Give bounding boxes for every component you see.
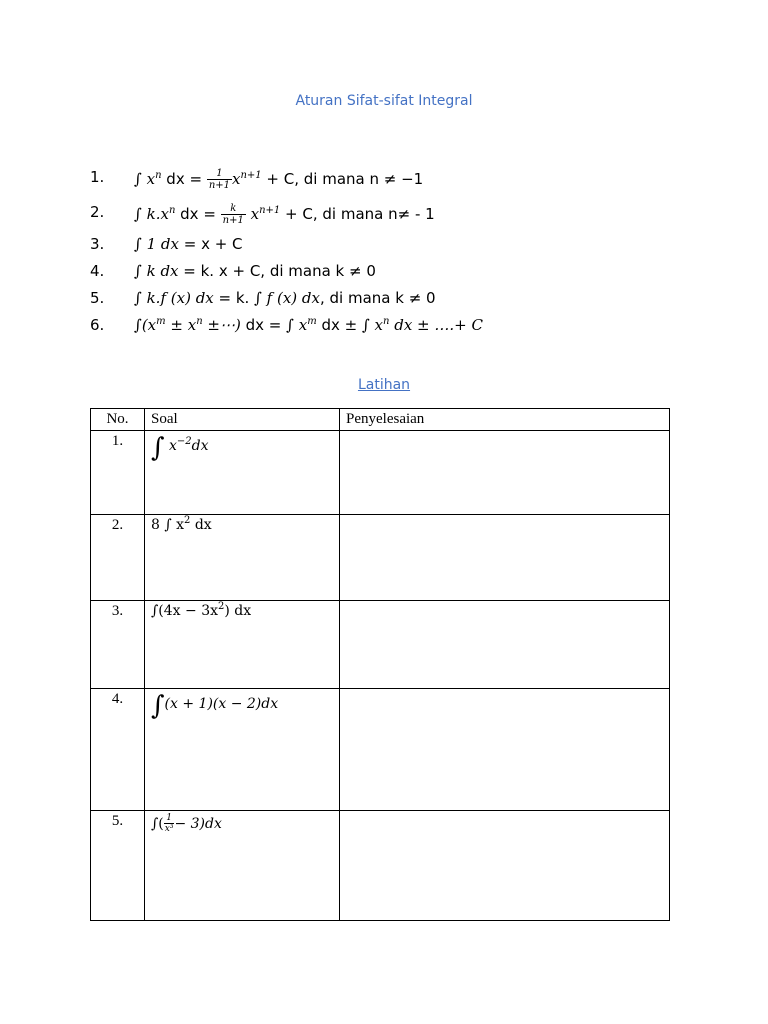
- rule-number: 1.: [90, 168, 105, 186]
- problem-cell: [145, 431, 340, 515]
- exercise-table: [90, 408, 670, 921]
- rule-number: 4.: [90, 262, 105, 280]
- rule-formula: ∫ k.f (x) dx = k. ∫ f (x) dx, di mana k ≠ 0: [134, 289, 436, 307]
- table-row: [91, 811, 670, 921]
- table-row: [91, 601, 670, 689]
- rule-formula: ∫ $k.x^n$ dx = $\frac{k}{n+1}$ $x^{n+1} + C$, di mana n≠ - 1: [134, 203, 435, 226]
- table-row: [91, 689, 670, 811]
- rules-list: [90, 160, 650, 338]
- rule-number: 3.: [90, 235, 105, 253]
- rule-formula: ∫ 1 dx = x + C: [134, 235, 243, 253]
- rule-number: 2.: [90, 203, 105, 221]
- problem-cell: [145, 601, 340, 689]
- answer-cell[interactable]: [340, 811, 670, 921]
- row-number: 4.: [91, 689, 145, 811]
- rule-item: [90, 311, 650, 338]
- row-number: 3.: [91, 601, 145, 689]
- answer-cell[interactable]: [340, 431, 670, 515]
- rule-item: [90, 160, 650, 195]
- fraction: $\frac{1}{n+1}$: [208, 168, 230, 191]
- section-heading-latihan: Latihan: [357, 377, 411, 393]
- answer-cell[interactable]: [340, 515, 670, 601]
- problem-expression: ∫( $\frac{1}{\text{x³}}$ − 3)dx: [151, 813, 222, 834]
- problem-expression: 8 ∫ $x^2$ dx: [151, 515, 212, 533]
- rule-formula: ∫ k dx = k. x + C, di mana k ≠ 0: [134, 262, 376, 280]
- row-number: 1.: [91, 431, 145, 515]
- answer-cell[interactable]: [340, 689, 670, 811]
- page-title: Aturan Sifat-sifat Integral: [295, 93, 473, 109]
- problem-cell: [145, 811, 340, 921]
- rule-item: [90, 230, 650, 257]
- problem-expression: ∫ $x^{-2}dx$: [151, 433, 209, 463]
- rule-number: 5.: [90, 289, 105, 307]
- problem-cell: [145, 515, 340, 601]
- fraction: $\frac{k}{n+1}$: [222, 203, 244, 226]
- rule-number: 6.: [90, 316, 105, 334]
- rule-item: [90, 195, 650, 230]
- column-header-soal: Soal: [145, 409, 340, 431]
- rule-item: [90, 257, 650, 284]
- problem-expression: ∫(x + 1)(x − 2)dx: [151, 691, 279, 721]
- column-header-penyelesaian: Penyelesaian: [340, 409, 670, 431]
- answer-cell[interactable]: [340, 601, 670, 689]
- fraction: $\frac{1}{\text{x³}}$: [164, 813, 174, 834]
- column-header-no: No.: [91, 409, 145, 431]
- rule-item: [90, 284, 650, 311]
- rule-formula: ∫ $x^n$ dx = $\frac{1}{n+1}$ $x^{n+1} + C$, di mana n ≠ −1: [134, 168, 424, 191]
- row-number: 5.: [91, 811, 145, 921]
- table-row: [91, 515, 670, 601]
- problem-expression: $\int(4x - 3x^2)$ dx: [151, 601, 252, 619]
- row-number: 2.: [91, 515, 145, 601]
- rule-formula: $\int(x^m \pm x^n$ ±⋯) dx = ∫ $x^m$ dx ± ∫ $x^n$ dx ± ….+ C: [134, 316, 483, 334]
- table-row: [91, 431, 670, 515]
- table-header-row: [91, 409, 670, 431]
- problem-cell: [145, 689, 340, 811]
